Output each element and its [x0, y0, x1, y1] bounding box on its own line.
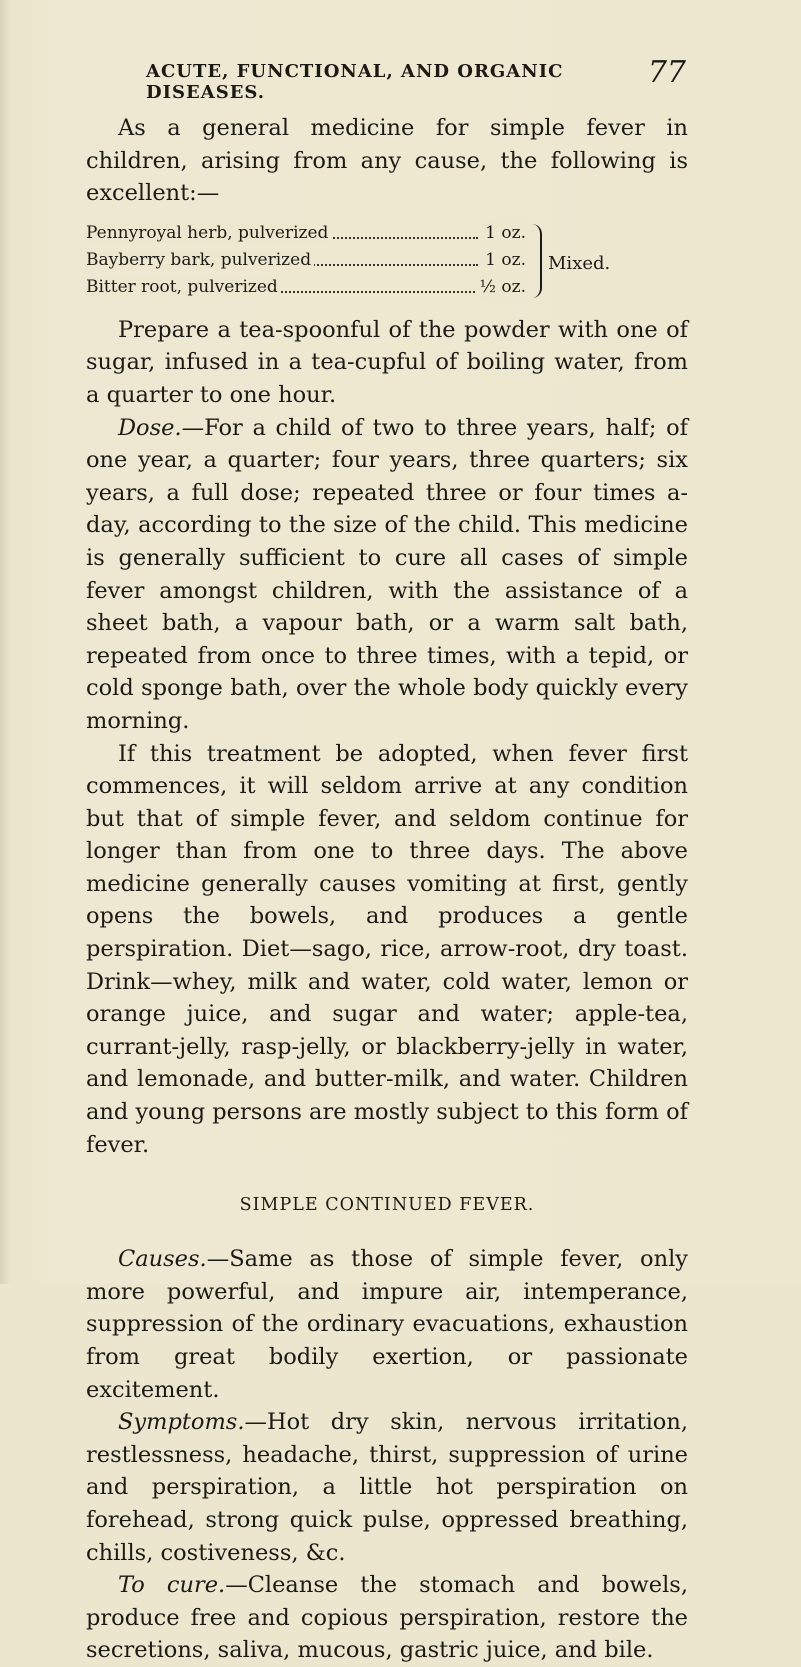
cure-label: To cure.	[118, 1572, 226, 1599]
recipe-item-quantity: 1 oz.	[481, 247, 526, 274]
causes-text: —Same as those of simple fever, only more powerful, and impure air, intemperance, suppression of the ordinary evacuations, exhaustion from great bodily exertion, or passionate excitement.	[86, 1246, 688, 1403]
causes-label: Causes.	[118, 1246, 207, 1273]
cure-paragraph	[86, 1569, 688, 1667]
section-title: SIMPLE CONTINUED FEVER.	[239, 1195, 535, 1216]
recipe-item-name: Bayberry bark, pulverized	[86, 250, 314, 270]
treatment-paragraph: If this treatment be adopted, when fever first commences, it will seldom arrive at any condition but that of simple fever, and seldom continue for longer than from one to three days. The above medicine generally causes vomiting at first, gently opens the bowels, and produces a gentle perspiration. Diet—sago, rice, arrow-root, dry toast. Drink—whey, milk and water, cold water, lemon or orange juice, and sugar and water; apple-tea, currant-jelly, rasp-jelly, or blackberry-jelly in water, and lemonade, and butter-milk, and water. Children and young persons are mostly subject to this form of fever.	[86, 740, 688, 1158]
symptoms-label: Symptoms.	[118, 1409, 245, 1436]
dose-label: Dose.	[118, 414, 182, 441]
recipe-item	[86, 274, 526, 301]
dose-text: —For a child of two to three years, half; of one year, a quarter; four years, three quarters; six years, a full dose; repeated three or four times a-day, according to the size of the child. This medicine is generally sufficient to cure all cases of simple fever amongst children, with the assistance of a sheet bath, a vapour bath, or a warm salt bath, repeated from once to three times, with a tepid, or cold sponge bath, over the whole body quickly every morning.	[86, 414, 688, 734]
recipe-item-quantity: ½ oz.	[476, 274, 526, 301]
recipe-item-name: Pennyroyal herb, pulverized	[86, 223, 331, 243]
prepare-paragraph: Prepare a tea-spoonful of the powder with one of sugar, infused in a tea-cupful of boiling water, from a quarter to one hour.	[86, 316, 688, 408]
symptoms-text: —Hot dry skin, nervous irritation, restlessness, headache, thirst, suppression of urine and perspiration, a little hot perspiration on forehead, strong quick pulse, oppressed breathing, chills, costiveness, &c.	[86, 1409, 688, 1566]
page-number: 77	[647, 55, 686, 90]
curly-brace	[530, 224, 542, 298]
symptoms-paragraph	[86, 1406, 688, 1569]
recipe-list	[86, 220, 688, 308]
recipe-item-quantity: 1 oz.	[481, 220, 526, 247]
recipe-item	[86, 247, 526, 274]
body-text	[86, 112, 688, 1667]
recipe-note: Mixed.	[548, 252, 611, 274]
recipe-item	[86, 220, 526, 247]
dose-paragraph	[86, 412, 688, 738]
recipe-item-name: Bitter root, pulverized	[86, 277, 281, 297]
running-head: ACUTE, FUNCTIONAL, AND ORGANIC DISEASES.	[146, 61, 564, 103]
intro-paragraph: As a general medicine for simple fever in children, arising from any cause, the following is excellent:—	[86, 115, 688, 207]
cure-text: —Cleanse the stomach and bowels, produce free and copious perspiration, restore the secretions, saliva, mucous, gastric juice, and bile.	[86, 1572, 688, 1664]
page-header	[146, 55, 686, 103]
causes-paragraph	[86, 1243, 688, 1406]
